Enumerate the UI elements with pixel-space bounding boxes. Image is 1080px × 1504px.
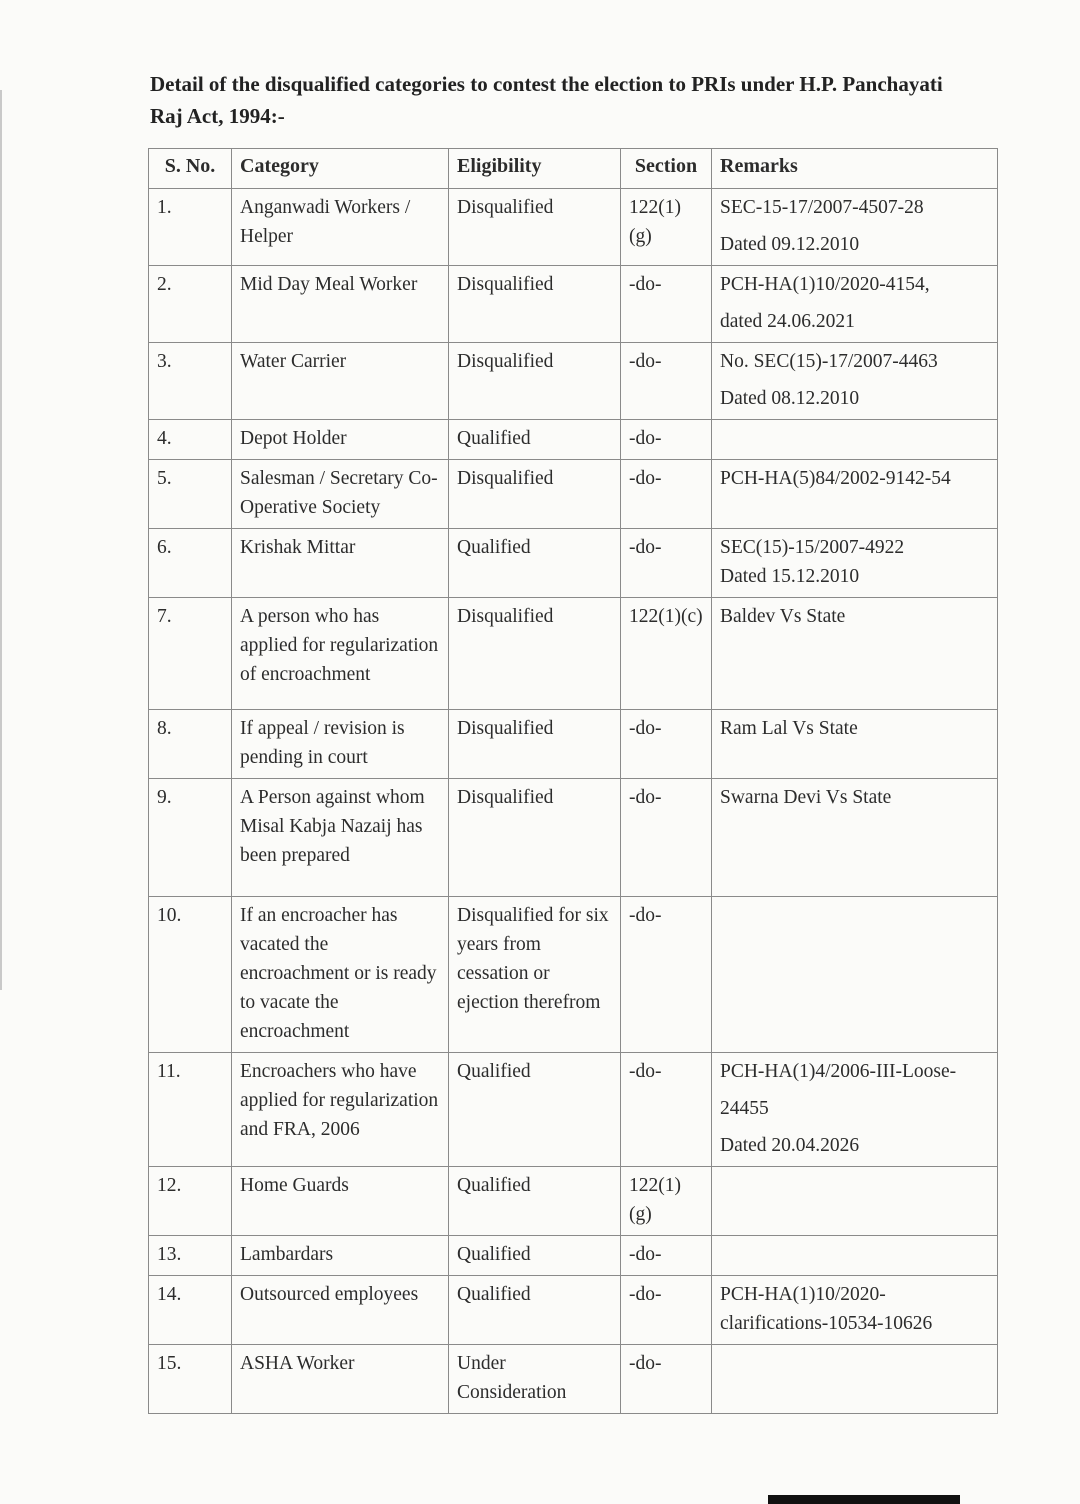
cell-category: Encroachers who have applied for regularization and FRA, 2006: [232, 1053, 449, 1167]
cell-remarks: [712, 598, 998, 710]
cell-section: -do-: [621, 420, 712, 460]
cell-remarks: [712, 343, 998, 420]
cell-section: -do-: [621, 343, 712, 420]
cell-remarks: [712, 1053, 998, 1167]
table-row: [149, 343, 998, 420]
remarks-line: 24455: [720, 1098, 769, 1119]
cell-sno: 14.: [149, 1276, 232, 1345]
table-row: [149, 710, 998, 779]
remarks-line: SEC(15)-15/2007-4922: [720, 537, 905, 558]
header-section: Section: [621, 149, 712, 189]
remarks-line: dated 24.06.2021: [720, 311, 855, 332]
cell-remarks: [712, 420, 998, 460]
remarks-line: PCH-HA(1)10/2020-: [720, 1284, 886, 1305]
cell-category: Krishak Mittar: [232, 529, 449, 598]
document-heading: Detail of the disqualified categories to contest the election to PRIs under H.P. Panchayati Raj Act, 1994:-: [150, 72, 943, 128]
disqualification-table: [148, 148, 998, 1414]
remarks-line: clarifications-10534-10626: [720, 1313, 933, 1334]
table-row: [149, 266, 998, 343]
cell-category: Outsourced employees: [232, 1276, 449, 1345]
cell-eligibility: Disqualified: [449, 343, 621, 420]
remarks-line: PCH-HA(1)4/2006-III-Loose-: [720, 1061, 957, 1082]
table-body: [149, 189, 998, 1414]
cell-eligibility: Disqualified: [449, 189, 621, 266]
cell-eligibility: Disqualified for six years from cessation or ejection therefrom: [449, 897, 621, 1053]
cell-category: Lambardars: [232, 1236, 449, 1276]
cell-category: Home Guards: [232, 1167, 449, 1236]
cell-section: 122(1)(c): [621, 598, 712, 710]
table-row: [149, 1236, 998, 1276]
cell-sno: 3.: [149, 343, 232, 420]
cell-category: If an encroacher has vacated the encroachment or is ready to vacate the encroachment: [232, 897, 449, 1053]
cell-category: A Person against whom Misal Kabja Nazaij has been prepared: [232, 779, 449, 897]
cell-sno: 4.: [149, 420, 232, 460]
cell-eligibility: Qualified: [449, 420, 621, 460]
cell-section: -do-: [621, 897, 712, 1053]
cell-sno: 9.: [149, 779, 232, 897]
remarks-line: Ram Lal Vs State: [720, 718, 858, 739]
cell-category: If appeal / revision is pending in court: [232, 710, 449, 779]
remarks-line: Dated 15.12.2010: [720, 566, 860, 587]
cell-category: A person who has applied for regularization of encroachment: [232, 598, 449, 710]
cell-sno: 15.: [149, 1345, 232, 1414]
table-row: [149, 598, 998, 710]
cell-eligibility: Qualified: [449, 1167, 621, 1236]
cell-section: -do-: [621, 779, 712, 897]
remarks-line: Dated 09.12.2010: [720, 234, 860, 255]
remarks-line: Swarna Devi Vs State: [720, 787, 892, 808]
cell-section: -do-: [621, 1053, 712, 1167]
scan-margin-line: [0, 90, 2, 990]
cell-category: Depot Holder: [232, 420, 449, 460]
table-row: [149, 529, 998, 598]
cell-eligibility: Disqualified: [449, 598, 621, 710]
cell-category: Water Carrier: [232, 343, 449, 420]
header-category: Category: [232, 149, 449, 189]
header-eligibility: Eligibility: [449, 149, 621, 189]
cell-eligibility: Disqualified: [449, 710, 621, 779]
cell-eligibility: Qualified: [449, 1236, 621, 1276]
cell-remarks: [712, 266, 998, 343]
remarks-line: SEC-15-17/2007-4507-28: [720, 197, 924, 218]
remarks-line: Baldev Vs State: [720, 606, 846, 627]
remarks-line: Dated 08.12.2010: [720, 388, 860, 409]
cell-sno: 13.: [149, 1236, 232, 1276]
cell-eligibility: Qualified: [449, 1053, 621, 1167]
cell-eligibility: Under Consideration: [449, 1345, 621, 1414]
cell-section: -do-: [621, 1236, 712, 1276]
header-sno: S. No.: [149, 149, 232, 189]
cell-sno: 10.: [149, 897, 232, 1053]
cell-remarks: [712, 1276, 998, 1345]
cell-remarks: [712, 1236, 998, 1276]
cell-section: -do-: [621, 1276, 712, 1345]
cell-eligibility: Qualified: [449, 529, 621, 598]
cell-category: Salesman / Secretary Co-Operative Society: [232, 460, 449, 529]
table-row: [149, 1167, 998, 1236]
cell-remarks: [712, 897, 998, 1053]
cell-section: -do-: [621, 1345, 712, 1414]
table-row: [149, 460, 998, 529]
cell-remarks: [712, 529, 998, 598]
cell-sno: 5.: [149, 460, 232, 529]
cell-eligibility: Disqualified: [449, 266, 621, 343]
remarks-line: No. SEC(15)-17/2007-4463: [720, 351, 938, 372]
cell-remarks: [712, 189, 998, 266]
cell-remarks: [712, 1167, 998, 1236]
cell-category: Mid Day Meal Worker: [232, 266, 449, 343]
cell-remarks: [712, 1345, 998, 1414]
cell-eligibility: Disqualified: [449, 460, 621, 529]
cell-section: -do-: [621, 529, 712, 598]
cell-remarks: [712, 460, 998, 529]
table-row: [149, 1345, 998, 1414]
cell-sno: 8.: [149, 710, 232, 779]
cell-eligibility: Qualified: [449, 1276, 621, 1345]
table-row: [149, 420, 998, 460]
remarks-line: Dated 20.04.2026: [720, 1135, 860, 1156]
remarks-line: PCH-HA(5)84/2002-9142-54: [720, 468, 951, 489]
cell-remarks: [712, 779, 998, 897]
cell-sno: 2.: [149, 266, 232, 343]
table-row: [149, 1276, 998, 1345]
cell-eligibility: Disqualified: [449, 779, 621, 897]
cell-sno: 7.: [149, 598, 232, 710]
remarks-line: PCH-HA(1)10/2020-4154,: [720, 274, 930, 295]
cell-section: 122(1)(g): [621, 1167, 712, 1236]
cell-category: ASHA Worker: [232, 1345, 449, 1414]
cell-remarks: [712, 710, 998, 779]
table-row: [149, 897, 998, 1053]
cell-section: -do-: [621, 266, 712, 343]
cell-section: -do-: [621, 710, 712, 779]
table-header-row: [149, 149, 998, 189]
header-remarks: Remarks: [712, 149, 998, 189]
table-row: [149, 189, 998, 266]
footer-redaction-bar: [768, 1495, 960, 1504]
cell-section: 122(1)(g): [621, 189, 712, 266]
cell-sno: 1.: [149, 189, 232, 266]
table-row: [149, 1053, 998, 1167]
cell-section: -do-: [621, 460, 712, 529]
cell-sno: 11.: [149, 1053, 232, 1167]
cell-category: Anganwadi Workers / Helper: [232, 189, 449, 266]
table-row: [149, 779, 998, 897]
cell-sno: 6.: [149, 529, 232, 598]
cell-sno: 12.: [149, 1167, 232, 1236]
